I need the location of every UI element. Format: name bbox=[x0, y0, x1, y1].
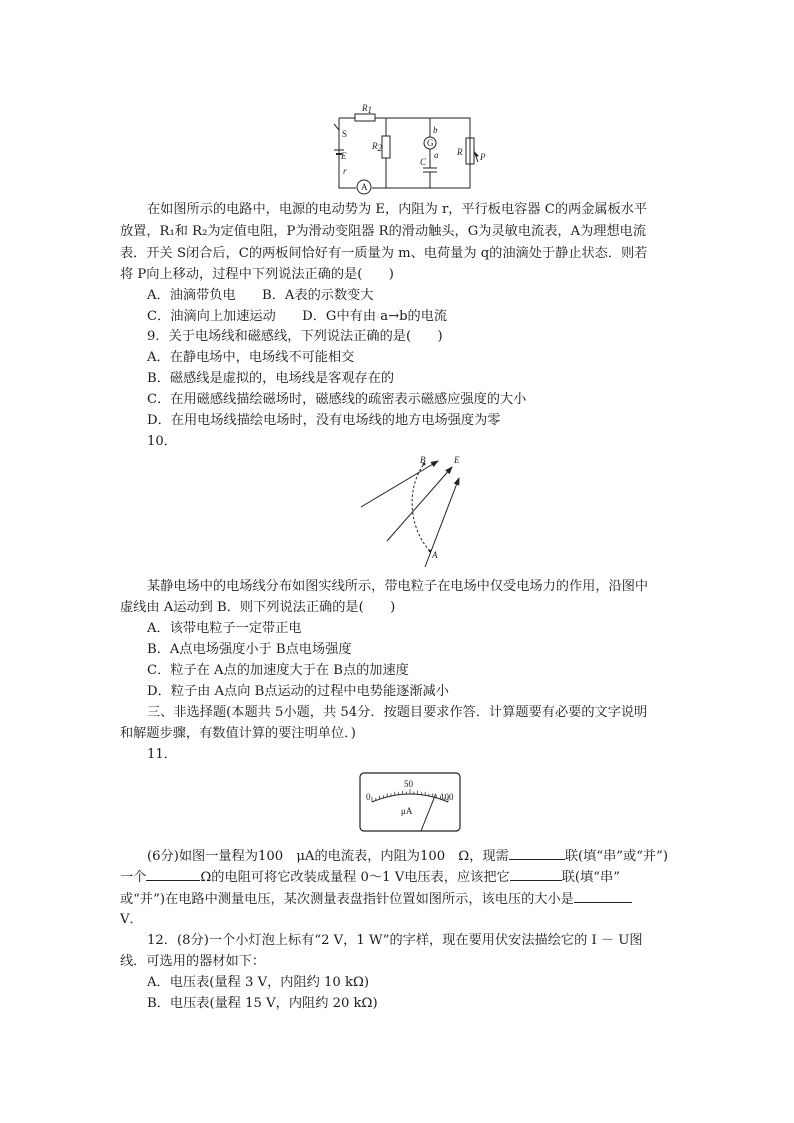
q8-line2: 放置，R₁和 R₂为定值电阻，P为滑动变阻器 R的滑动触头，G为灵敏电流表，A为理想电流 bbox=[120, 224, 647, 239]
svg-text:G: G bbox=[427, 138, 434, 148]
svg-text:50: 50 bbox=[404, 779, 413, 789]
svg-text:E: E bbox=[454, 455, 460, 465]
section3-line1: 三、非选择题(本题共 5小题，共 54分．按题目要求作答．计算题要有必要的文字说明 bbox=[147, 705, 648, 720]
q12-line1: 12．(8分)一个小灯泡上标有“2 V，1 W”的字样，现在要用伏安法描绘它的 I － U图 bbox=[147, 933, 643, 948]
svg-text:0: 0 bbox=[366, 792, 371, 802]
q9-option-d: D．在用电场线描绘电场时，没有电场线的地方电场强度为零 bbox=[147, 413, 501, 428]
q8-line4: 将 P向上移动，过程中下列说法正确的是( ) bbox=[120, 267, 394, 282]
svg-text:A: A bbox=[361, 182, 368, 192]
q10-option-c: C．粒子在 A点的加速度大于在 B点的加速度 bbox=[147, 663, 409, 678]
q10-option-d: D．粒子由 A点向 B点运动的过程中电势能逐渐减小 bbox=[147, 684, 449, 699]
q11-line3: 或“并”)在电路中测量电压，某次测量表盘指针位置如图所示，该电压的大小是 bbox=[120, 888, 632, 910]
q10-number: 10． bbox=[147, 434, 177, 449]
field-line-1 bbox=[361, 461, 438, 507]
q8-options-cd: C．油滴向上加速运动 D．G中有由 a→b的电流 bbox=[147, 309, 448, 324]
q9-stem: 9．关于电场线和磁感线，下列说法正确的是( ) bbox=[147, 329, 443, 344]
svg-text:R: R bbox=[457, 147, 463, 157]
svg-text:μA: μA bbox=[401, 806, 413, 816]
q8-options-ab: A．油滴带负电 B．A表的示数变大 bbox=[147, 288, 374, 303]
q11-number: 11． bbox=[147, 747, 177, 762]
svg-text:R1: R1 bbox=[362, 103, 372, 115]
svg-text:R2: R2 bbox=[372, 141, 382, 153]
meter-needle bbox=[421, 794, 436, 831]
svg-text:b: b bbox=[433, 125, 438, 135]
trajectory-dashed bbox=[412, 464, 430, 551]
q11-line2: 一个 Ω的电阻可将它改装成量程 0～1 V电压表，应该把它 联(填“串” bbox=[120, 866, 620, 888]
svg-text:A: A bbox=[432, 550, 438, 560]
svg-text:C: C bbox=[420, 157, 427, 167]
microammeter-dial bbox=[355, 770, 465, 835]
q9-option-b: B．磁感线是虚拟的，电场线是客观存在的 bbox=[147, 371, 395, 386]
svg-text:100: 100 bbox=[440, 792, 454, 802]
q10-option-b: B．A点电场强度小于 B点电场强度 bbox=[147, 642, 352, 657]
q10-line2: 虚线由 A运动到 B．则下列说法正确的是( ) bbox=[120, 600, 396, 615]
svg-text:a: a bbox=[434, 150, 439, 160]
q11-line4: V． bbox=[120, 912, 143, 927]
blank-1[interactable] bbox=[509, 845, 565, 860]
blank-4[interactable] bbox=[574, 888, 632, 903]
q8-line1: 在如图所示的电路中，电源的电动势为 E，内阻为 r，平行板电容器 C的两金属板水平 bbox=[147, 202, 648, 217]
q12-option-a: A．电压表(量程 3 V，内阻约 10 kΩ) bbox=[147, 975, 370, 990]
q11-line1: (6分)如图一量程为100 μA的电流表，内阻为100 Ω，现需 联(填“串”或“并”) bbox=[147, 845, 668, 867]
q10-line1: 某静电场中的电场线分布如图实线所示，带电粒子在电场中仅受电场力的作用，沿图中 bbox=[147, 579, 649, 594]
svg-text:r: r bbox=[343, 166, 347, 176]
section3-line2: 和解题步骤，有数值计算的要注明单位．) bbox=[120, 726, 356, 741]
blank-3[interactable] bbox=[510, 866, 562, 881]
field-lines-diagram bbox=[355, 450, 475, 570]
q12-option-b: B．电压表(量程 15 V，内阻约 20 kΩ) bbox=[147, 996, 378, 1011]
q9-option-a: A．在静电场中，电场线不可能相交 bbox=[147, 350, 355, 365]
circuit-diagram bbox=[330, 100, 490, 195]
resistor-r1 bbox=[355, 114, 375, 121]
resistor-r2 bbox=[382, 136, 390, 158]
q10-option-a: A．该带电粒子一定带正电 bbox=[147, 621, 302, 636]
q9-option-c: C．在用磁感线描绘磁场时，磁感线的疏密表示磁感应强度的大小 bbox=[147, 392, 527, 407]
q12-line2: 线．可选用的器材如下： bbox=[120, 954, 266, 969]
q8-line3: 表．开关 S闭合后，C的两板间恰好有一质量为 m、电荷量为 q的油滴处于静止状态．则若 bbox=[120, 246, 648, 261]
svg-text:P: P bbox=[480, 152, 486, 162]
svg-text:E: E bbox=[341, 151, 347, 161]
blank-2[interactable] bbox=[146, 866, 200, 881]
svg-text:S: S bbox=[342, 129, 348, 139]
svg-text:B: B bbox=[420, 455, 426, 465]
field-line-2 bbox=[387, 467, 452, 541]
